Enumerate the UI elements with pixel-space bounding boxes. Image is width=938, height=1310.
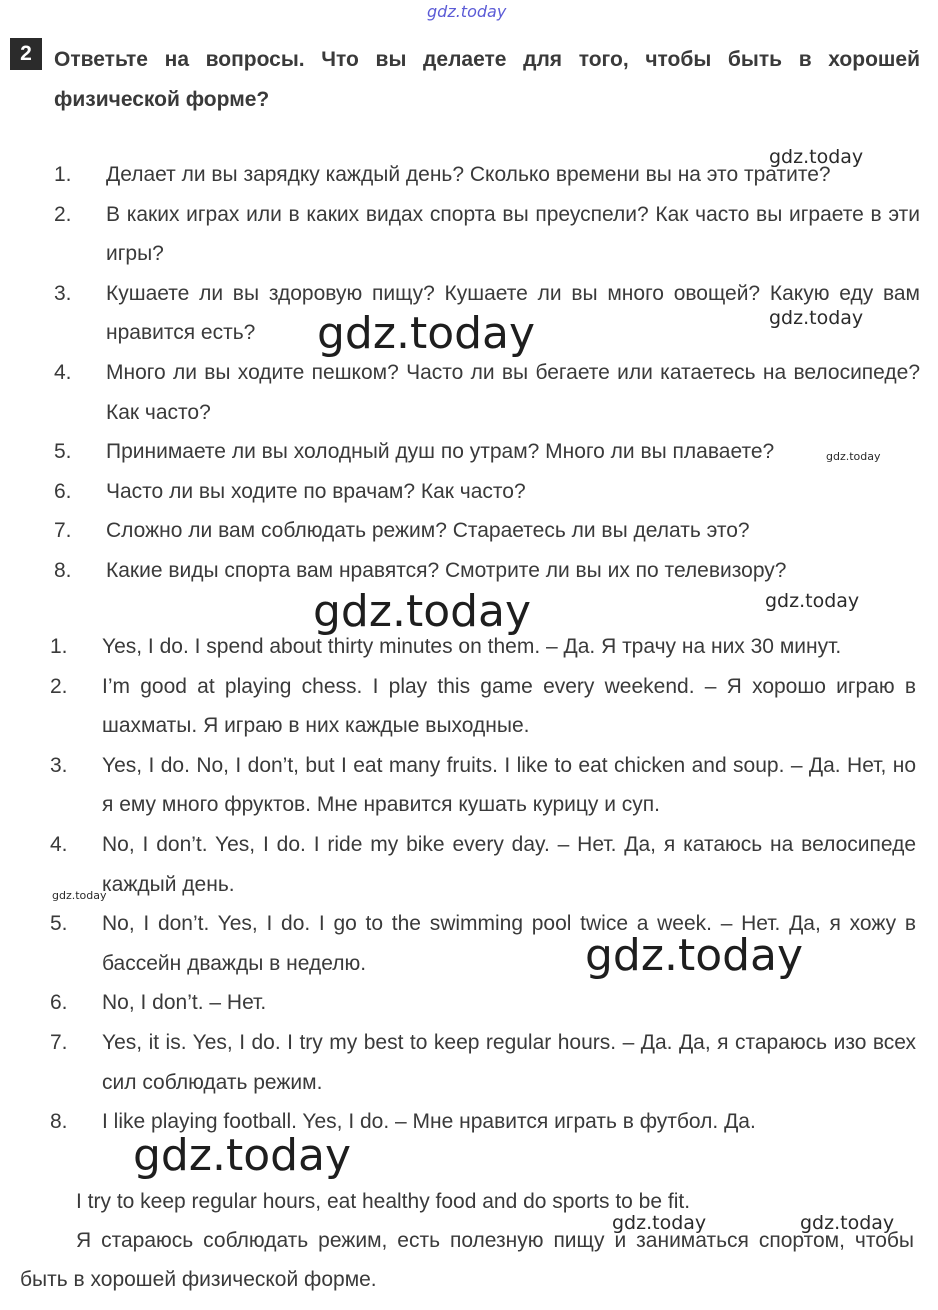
question-item: [54, 472, 920, 512]
watermark-large: gdz.today: [133, 1130, 352, 1181]
answer-text: I’m good at playing chess. I play this game every weekend. – Я хорошо играю в шахматы. Я играю в них каждые выходные.: [102, 674, 916, 738]
answer-item: [50, 1023, 916, 1102]
exercise-number-badge: 2: [10, 38, 42, 70]
watermark: gdz.today: [612, 1212, 707, 1234]
answer-number: 1.: [50, 635, 68, 658]
answer-text: I like playing football. Yes, I do. – Мне нравится играть в футбол. Да.: [102, 1110, 756, 1134]
question-text: Часто ли вы ходите по врачам? Как часто?: [106, 479, 526, 503]
answer-number: 6.: [50, 991, 68, 1015]
question-number: 3.: [54, 281, 72, 305]
questions-list: [54, 155, 920, 591]
watermark: gdz.today: [800, 1212, 895, 1234]
answer-item: [50, 904, 916, 983]
question-number: 5.: [54, 440, 72, 464]
question-number: 7.: [54, 519, 72, 543]
watermark: gdz.today: [769, 307, 864, 329]
question-text: Какие виды спорта вам нравятся? Смотрите ли вы их по телевизору?: [106, 558, 787, 582]
question-item: [54, 432, 920, 472]
question-item: [54, 551, 920, 591]
question-number: 8.: [54, 558, 72, 582]
summary-russian: Я стараюсь соблюдать режим, есть полезную пищу и заниматься спортом, чтобы быть в хорошей физической форме.: [20, 1229, 914, 1291]
question-text: Сложно ли вам соблюдать режим? Стараетесь ли вы делать это?: [106, 519, 750, 543]
answer-text: No, I don’t. Yes, I do. I go to the swimming pool twice a week. – Нет. Да, я хожу в бассейн дважды в неделю.: [102, 912, 916, 975]
answer-text: Yes, I do. I spend about thirty minutes on them. – Да. Я трачу на них 30 минут.: [102, 635, 842, 658]
question-number: 6.: [54, 479, 72, 503]
answer-text: Yes, I do. No, I don’t, but I eat many fruits. I like to eat chicken and soup. – Да. Нет, но я ему много фруктов. Мне нравится кушать курицу и суп.: [102, 753, 916, 817]
question-text: Кушаете ли вы здоровую пищу? Кушаете ли вы много овощей? Какую еду вам нравится есть?: [106, 281, 920, 345]
answers-list: [50, 627, 916, 1142]
answer-number: 2.: [50, 674, 68, 698]
answer-item: [50, 667, 916, 746]
question-text: Делает ли вы зарядку каждый день? Сколько времени вы на это тратите?: [106, 163, 831, 186]
answer-item: [50, 825, 916, 904]
question-item: [54, 353, 920, 432]
answer-number: 5.: [50, 912, 68, 936]
question-item: [54, 155, 920, 195]
watermark-large: gdz.today: [317, 308, 536, 359]
answer-number: 4.: [50, 832, 68, 856]
question-item: [54, 274, 920, 353]
question-number: 2.: [54, 202, 72, 226]
answer-item: [50, 627, 916, 667]
answer-item: [50, 746, 916, 825]
answer-number: 7.: [50, 1030, 68, 1054]
answer-text: Yes, it is. Yes, I do. I try my best to keep regular hours. – Да. Да, я стараюсь изо всех сил соблюдать режим.: [102, 1030, 916, 1094]
question-number: 4.: [54, 360, 72, 384]
summary-english: I try to keep regular hours, eat healthy food and do sports to be fit.: [76, 1190, 691, 1213]
question-text: Много ли вы ходите пешком? Часто ли вы бегаете или катаетесь на велосипеде? Как часто?: [106, 360, 920, 424]
question-item: [54, 511, 920, 551]
question-item: [54, 195, 920, 274]
watermark: gdz.today: [765, 590, 860, 612]
question-text: Принимаете ли вы холодный душ по утрам? Много ли вы плаваете?: [106, 440, 775, 464]
answer-number: 3.: [50, 753, 68, 777]
answer-item: [50, 1102, 916, 1142]
watermark-large: gdz.today: [313, 586, 532, 637]
watermark-top: gdz.today: [427, 2, 507, 21]
exercise-title: Ответьте на вопросы. Что вы делаете для того, чтобы быть в хорошей физической форме?: [54, 48, 920, 111]
watermark-small: gdz.today: [52, 889, 107, 902]
watermark: gdz.today: [769, 146, 864, 168]
answer-item: [50, 983, 916, 1023]
answer-text: No, I don’t. Yes, I do. I ride my bike every day. – Нет. Да, я катаюсь на велосипеде каждый день.: [102, 832, 916, 896]
answer-number: 8.: [50, 1110, 68, 1134]
watermark-small: gdz.today: [826, 450, 881, 463]
question-text: В каких играх или в каких видах спорта вы преуспели? Как часто вы играете в эти игры?: [106, 202, 920, 266]
answer-text: No, I don’t. – Нет.: [102, 991, 267, 1015]
question-number: 1.: [54, 163, 72, 186]
watermark-large: gdz.today: [585, 930, 804, 981]
